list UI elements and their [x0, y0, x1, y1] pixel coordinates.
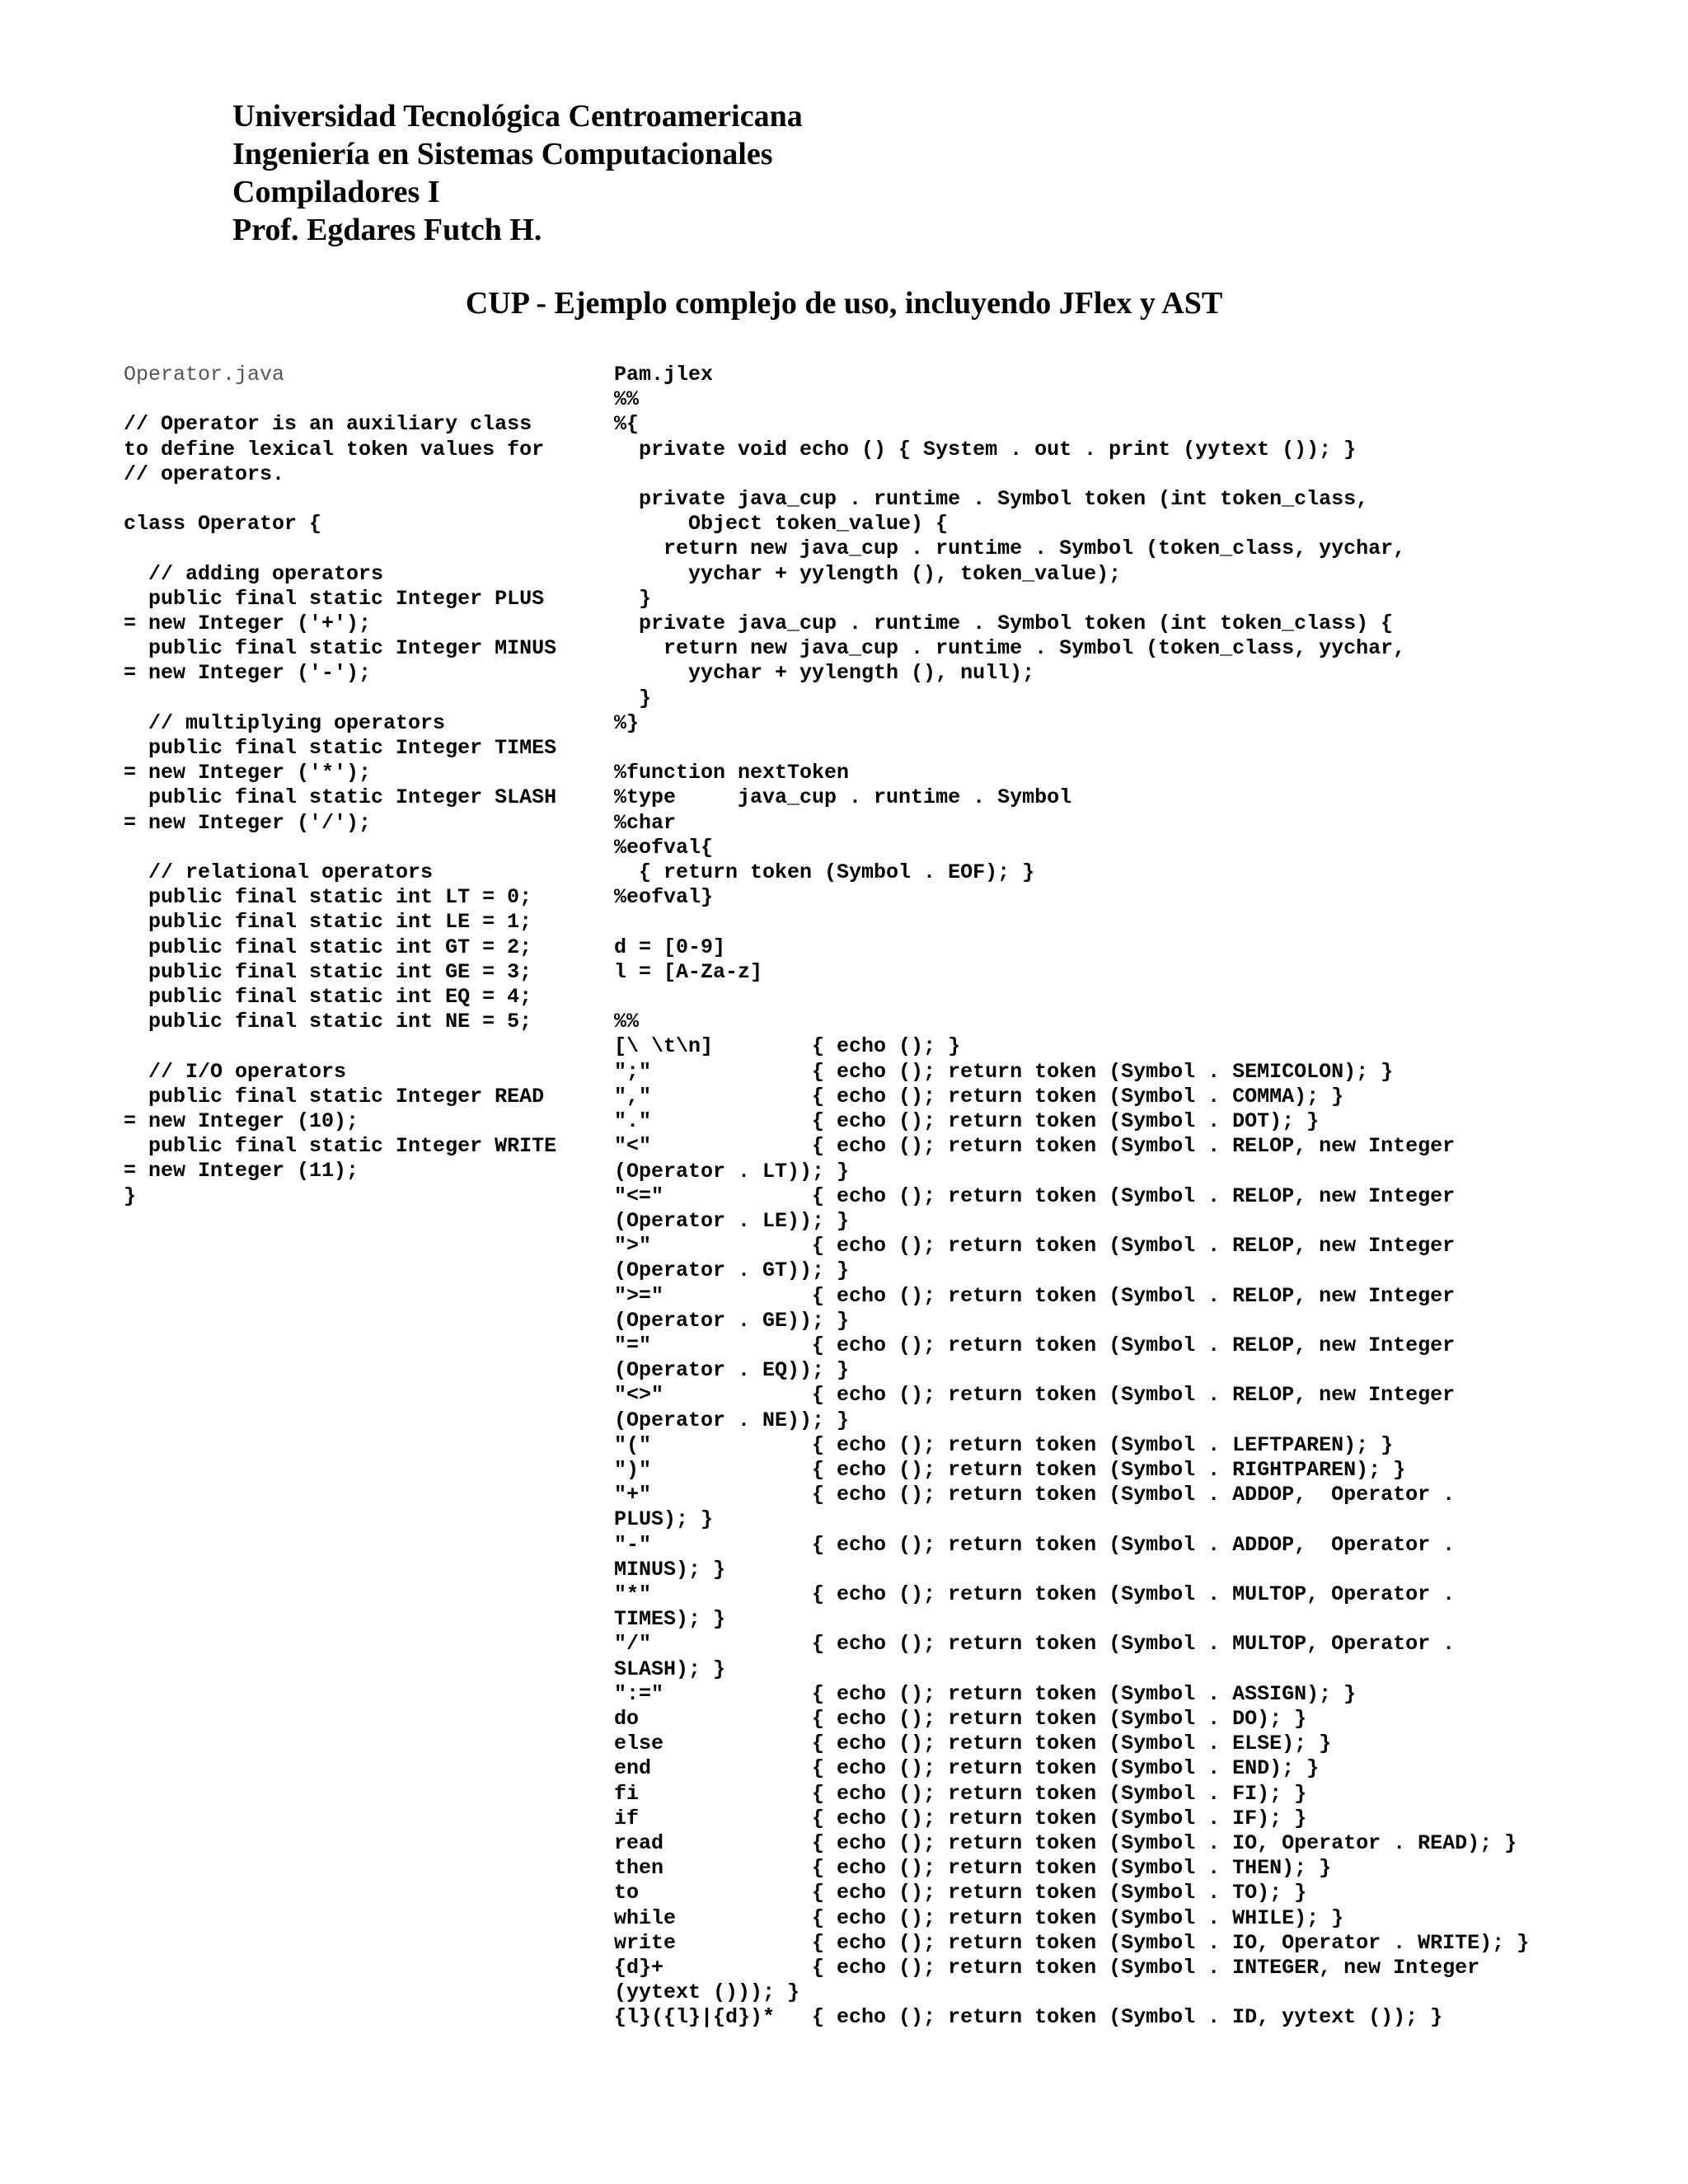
course-name: Compiladores I — [232, 175, 440, 209]
document-header — [232, 97, 803, 249]
pam-jlex-column — [614, 363, 1669, 2031]
university-name: Universidad Tecnológica Centroamericana — [232, 99, 803, 134]
operator-java-column — [124, 363, 585, 1209]
pam-jlex-filename: Pam.jlex — [614, 363, 714, 387]
professor-name: Prof. Egdares Futch H. — [232, 213, 542, 247]
operator-java-code: // Operator is an auxiliary class to define lexical token values for // operators. class Operator { // adding operators public final static Integer PLUS = new Integer ('+'); public final static Integer MINUS = new Integer ('-'); // multiplying operators public final static Integer TIMES = new Integer ('*'); public final static Integer SLASH = new Integer ('/'); // relational operators public final static int LT = 0; public final static int LE = 1; public final static int GT = 2; public final static int GE = 3; public final static int EQ = 4; public final static int NE = 5; // I/O operators public final static Integer READ = new Integer (10); public final static Integer WRITE = new Integer (11); } — [124, 412, 557, 1208]
operator-java-filename: Operator.java — [124, 363, 285, 387]
pam-jlex-code: %% %{ private void echo () { System . out . print (yytext ()); } private java_cup . runtime . Symbol token (int token_class, Object token_value) { return new java_cup . runtime . Symbol (token_class, yychar, yychar + yylength (), token_value); } private java_cup . runtime . Symbol token (int token_class) { return new java_cup . runtime . Symbol (token_class, yychar, yychar + yylength (), null); } %} %function nextToken %type java_cup . runtime . Symbol %char %eofval{ { return token (Symbol . EOF); } %eofval} d = [0-9] l = [A-Za-z] %% [\ \t\n] { echo (); } ";" { echo (); return token (Symbol . SEMICOLON); } "," { echo (); return token (Symbol . COMMA); } "." { echo (); return token (Symbol . DOT); } "<" { echo (); return token (Symbol . RELOP, new Integer (Operator . LT)); } "<=" { echo (); return token (Symbol . RELOP, new Integer (Operator . LE)); } ">" { echo (); return token (Symbol . RELOP, new Integer (Operator . GT)); } ">=" { echo (); return token (Symbol . RELOP, new Integer (Operator . GE)); } "=" { echo (); return token (Symbol . RELOP, new Integer (Operator . EQ)); } "<>" { echo (); return token (Symbol . RELOP, new Integer (Operator . NE)); } "(" { echo (); return token (Symbol . LEFTPAREN); } ")" { echo (); return token (Symbol . RIGHTPAREN); } "+" { echo (); return token (Symbol . ADDOP, Operator . PLUS); } "-" { echo (); return token (Symbol . ADDOP, Operator . MINUS); } "*" { echo (); return token (Symbol . MULTOP, Operator . TIMES); } "/" { echo (); return token (Symbol . MULTOP, Operator . SLASH); } ":=" { echo (); return token (Symbol . ASSIGN); } do { echo (); return token (Symbol . DO); } else { echo (); return token (Symbol . ELSE); } end { echo (); return token (Symbol . END); } fi { echo (); return token (Symbol . FI); } if { echo (); return token (Symbol . IF); } read { echo (); return token (Symbol . IO, Operator . READ); } then { echo (); return token (Symbol . THEN); } to { echo (); return token (Symbol . TO); } while { echo (); return token (Symbol . WHILE); } write { echo (); return token (Symbol . IO, Operator . WRITE); } {d}+ { echo (); return token (Symbol . INTEGER, new Integer (yytext ())); } {l}({l}|{d})* { echo (); return token (Symbol . ID, yytext ()); } — [614, 387, 1530, 2030]
department-name: Ingeniería en Sistemas Computacionales — [232, 137, 773, 171]
document-title: CUP - Ejemplo complejo de uso, incluyendo JFlex y AST — [465, 286, 1223, 321]
